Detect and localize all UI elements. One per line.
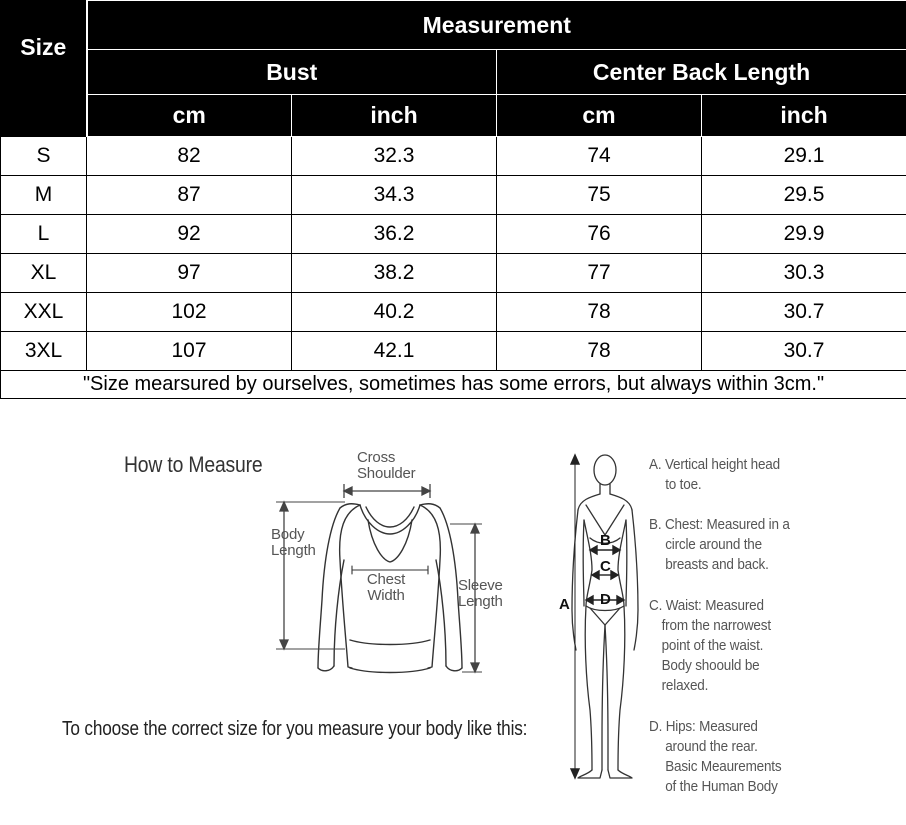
table-cell: 29.9 [702, 215, 906, 254]
table-cell: 78 [497, 293, 702, 332]
size-cell: M [1, 176, 87, 215]
measurement-header: Measurement [87, 1, 906, 50]
size-cell: S [1, 137, 87, 176]
bust-header: Bust [87, 50, 497, 95]
size-cell: L [1, 215, 87, 254]
body-letter-a: A [559, 596, 570, 613]
table-cell: 30.3 [702, 254, 906, 293]
table-cell: 87 [87, 176, 292, 215]
body-letter-d: D [600, 591, 611, 608]
table-cell: 92 [87, 215, 292, 254]
legend-item-d: D. Hips: Measured around the rear. Basic Meaurements of the Human Body [649, 718, 782, 795]
body-length-label: Body Length [271, 526, 316, 559]
table-cell: 34.3 [292, 176, 497, 215]
table-cell: 97 [87, 254, 292, 293]
unit-header: inch [702, 95, 906, 137]
legend-item-b: B. Chest: Measured in a circle around the breasts and back. [649, 516, 790, 573]
table-cell: 36.2 [292, 215, 497, 254]
table-cell: 74 [497, 137, 702, 176]
body-letter-b: B [600, 532, 611, 549]
size-cell: XL [1, 254, 87, 293]
legend-item-a: A. Vertical height head to toe. [649, 456, 780, 493]
sleeve-length-label: Sleeve Length [458, 577, 503, 610]
how-to-measure-title: How to Measure [124, 452, 263, 477]
table-cell: 32.3 [292, 137, 497, 176]
cross-shoulder-label: Cross Shoulder [357, 449, 416, 482]
center-back-length-header: Center Back Length [497, 50, 906, 95]
table-cell: 30.7 [702, 293, 906, 332]
table-cell: 76 [497, 215, 702, 254]
unit-header: cm [87, 95, 292, 137]
measurement-note: "Size mearsured by ourselves, sometimes has some errors, but always within 3cm." [1, 371, 906, 399]
size-cell: 3XL [1, 332, 87, 371]
table-cell: 29.5 [702, 176, 906, 215]
table-cell: 82 [87, 137, 292, 176]
unit-header: cm [497, 95, 702, 137]
table-cell: 107 [87, 332, 292, 371]
table-cell: 29.1 [702, 137, 906, 176]
table-cell: 75 [497, 176, 702, 215]
size-cell: XXL [1, 293, 87, 332]
legend-item-c: C. Waist: Measured from the narrowest point of the waist. Body shoould be relaxed. [649, 597, 771, 694]
table-cell: 40.2 [292, 293, 497, 332]
choose-size-instruction: To choose the correct size for you measure your body like this: [62, 718, 528, 740]
unit-header: inch [292, 95, 497, 137]
table-cell: 77 [497, 254, 702, 293]
body-letter-c: C [600, 558, 611, 575]
table-cell: 102 [87, 293, 292, 332]
table-cell: 30.7 [702, 332, 906, 371]
chest-width-label: Chest Width [366, 571, 406, 604]
table-cell: 38.2 [292, 254, 497, 293]
table-cell: 42.1 [292, 332, 497, 371]
table-cell: 78 [497, 332, 702, 371]
size-header: Size [1, 1, 87, 95]
